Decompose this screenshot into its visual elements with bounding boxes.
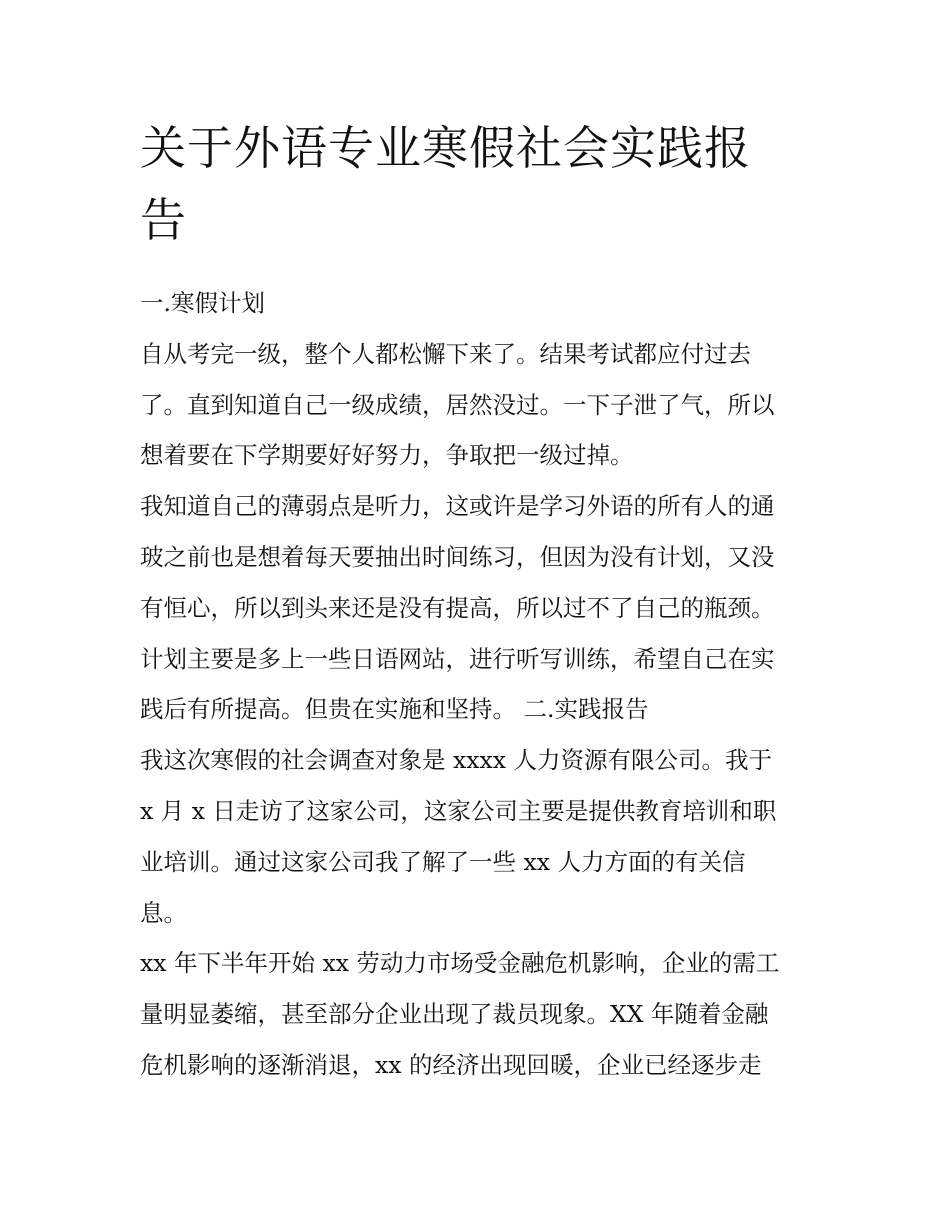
paragraph-line: 计划主要是多上一些日语网站，进行听写训练，希望自己在实 (140, 644, 775, 673)
paragraph-line: 自从考完一级，整个人都松懈下来了。结果考试都应付过去 (140, 339, 751, 368)
paragraph-line: 量明显萎缩，甚至部分企业出现了裁员现象。XX 年随着金融 (140, 1000, 769, 1029)
paragraph-line: 了。直到知道自己一级成绩，居然没过。一下子泄了气，所以 (140, 390, 775, 419)
paragraph-line: 业培训。通过这家公司我了解了一些 xx 人力方面的有关信 (140, 847, 746, 876)
paragraph-line: 践后有所提高。但贵在实施和坚持。 二.实践报告 (140, 695, 649, 724)
paragraph-line: 我知道自己的薄弱点是听力，这或许是学习外语的所有人的通 (140, 492, 775, 521)
paragraph-line: xx 年下半年开始 xx 劳动力市场受金融危机影响，企业的需工 (140, 949, 780, 978)
paragraph-line: x 月 x 日走访了这家公司，这家公司主要是提供教育培训和职 (140, 796, 777, 825)
document-body (140, 278, 820, 1091)
paragraph-line: 玻之前也是想着每天要抽出时间练习，但因为没有计划，又没 (140, 542, 775, 571)
section-heading-plan: 一.寒假计划 (140, 289, 265, 317)
paragraph-line: 有恒心，所以到头来还是没有提高，所以过不了自己的瓶颈。 (140, 593, 775, 622)
document-title (140, 112, 820, 256)
paragraph-line: 危机影响的逐渐消退，xx 的经济出现回暖，企业已经逐步走 (140, 1050, 762, 1079)
paragraph-line: 想着要在下学期要好好努力，争取把一级过掉。 (140, 441, 634, 470)
paragraph-line: 息。 (140, 898, 187, 927)
title-line-2: 告 (140, 193, 187, 247)
document-page (140, 112, 820, 1091)
paragraph-line: 我这次寒假的社会调查对象是 xxxx 人力资源有限公司。我于 (140, 746, 772, 775)
title-line-1: 关于外语专业寒假社会实践报 (140, 121, 751, 175)
